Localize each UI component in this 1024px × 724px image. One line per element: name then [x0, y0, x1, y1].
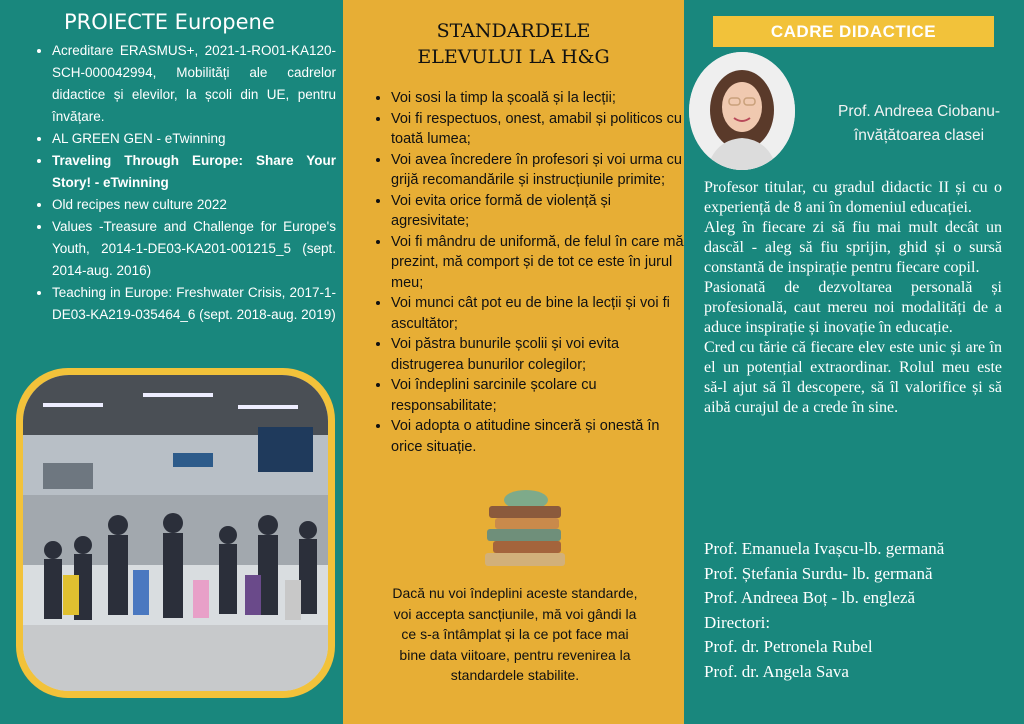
standard-item: • Voi îndeplini sarcinile școlare cu responsabilitate; — [391, 375, 687, 416]
directors-label: Directori: — [704, 612, 771, 632]
standard-item: • Voi avea încredere în profesori și voi urma cu grijă recomandările și instrucțiunile primite; — [391, 150, 687, 191]
bio-paragraph: Cred cu tărie că fiecare elev este unic și are în el un potențial extraordinar. Rolul meu este să-l ajut să îl descopere, să îl valorifice și să aibă curajul de a crede în sine. — [704, 339, 1002, 416]
standards-title-line2: ELEVULUI LA H&G — [417, 46, 610, 68]
standards-closing-text: Dacă nu voi îndeplini aceste standarde, voi accepta sancțiunile, mă voi gândi la ce s-a întâmplat și la ce pot face mai bine data viitoare, pentru revenirea la standardele stabilite. — [392, 585, 638, 683]
project-item: • Values -Treasure and Challenge for Europe's Youth, 2014-1-DE03-KA201-001215_5 (sept. 2014-aug. 2016) — [52, 216, 336, 282]
staff-item: Prof. dr. Angela Sava — [704, 661, 849, 681]
standard-item: • Voi munci cât pot eu de bine la lecții și voi fi ascultător; — [391, 293, 687, 334]
staff-item: Prof. Emanuela Ivașcu-lb. germană — [704, 539, 945, 558]
teacher-bio — [704, 178, 1002, 418]
bio-paragraph: Aleg în fiecare zi să fiu mai mult decât un dascăl - aleg să fiu sprijin, ghid și o sursă constantă de inspirație pentru fiecare copil. — [704, 219, 1002, 276]
project-item: • Teaching in Europe: Freshwater Crisis, 2017-1-DE03-KA219-035464_6 (sept. 2018-aug. 2019) — [52, 282, 336, 326]
project-item: • Acreditare ERASMUS+, 2021-1-RO01-KA120-SCH-000042994, Mobilități ale cadrelor didactice și elevilor, la școli din UE, pentru învățare. — [52, 40, 336, 128]
group-photo-frame — [16, 368, 335, 698]
bio-paragraph: Pasionată de dezvoltarea personală și profesională, caut mereu noi modalități de a aduce inspirație și inovație în educație. — [704, 279, 1002, 336]
standards-panel — [343, 0, 684, 724]
project-item: • Traveling Through Europe: Share Your Story! - eTwinning — [52, 150, 336, 194]
standards-title — [343, 18, 684, 70]
airport-group-photo-illustration — [23, 375, 328, 691]
project-item: • AL GREEN GEN - eTwinning — [52, 128, 336, 150]
teachers-section-title: CADRE DIDACTICE — [713, 16, 994, 47]
standards-title-line1: STANDARDELE — [436, 20, 591, 42]
standard-item: • Voi evita orice formă de violență și agresivitate; — [391, 191, 687, 232]
project-item: • Old recipes new culture 2022 — [52, 194, 336, 216]
teachers-panel — [684, 0, 1024, 724]
bio-paragraph: Profesor titular, cu gradul didactic II și cu o experiență de 8 ani în domeniul educației. — [704, 179, 1002, 216]
standards-list — [373, 88, 687, 457]
projects-list — [32, 40, 336, 326]
standard-item: • Voi fi respectuos, onest, amabil și politicos cu toată lumea; — [391, 109, 687, 150]
books-icon — [481, 482, 571, 570]
teacher-portrait-illustration — [689, 52, 795, 170]
group-photo — [23, 375, 328, 691]
projects-title: PROIECTE Europene — [64, 10, 275, 34]
staff-item: Prof. dr. Petronela Rubel — [704, 637, 873, 656]
standard-item: • Voi sosi la timp la școală și la lecții; — [391, 88, 687, 109]
staff-item: Prof. Ștefania Surdu- lb. germană — [704, 563, 933, 583]
standard-item: • Voi adopta o atitudine sinceră și onestă în orice situație. — [391, 416, 687, 457]
teacher-portrait — [689, 52, 795, 170]
standard-item: • Voi fi mândru de uniformă, de felul în care mă prezint, mă comport și de tot ce este în jurul meu; — [391, 232, 687, 294]
staff-list — [704, 537, 1014, 684]
standard-item: • Voi păstra bunurile școlii și voi evita distrugerea bunurilor colegilor; — [391, 334, 687, 375]
main-teacher-name: Prof. Andreea Ciobanu- învățătoarea clasei — [838, 103, 1000, 144]
staff-item: Prof. Andreea Boț - lb. engleză — [704, 588, 916, 607]
projects-panel — [0, 0, 343, 724]
